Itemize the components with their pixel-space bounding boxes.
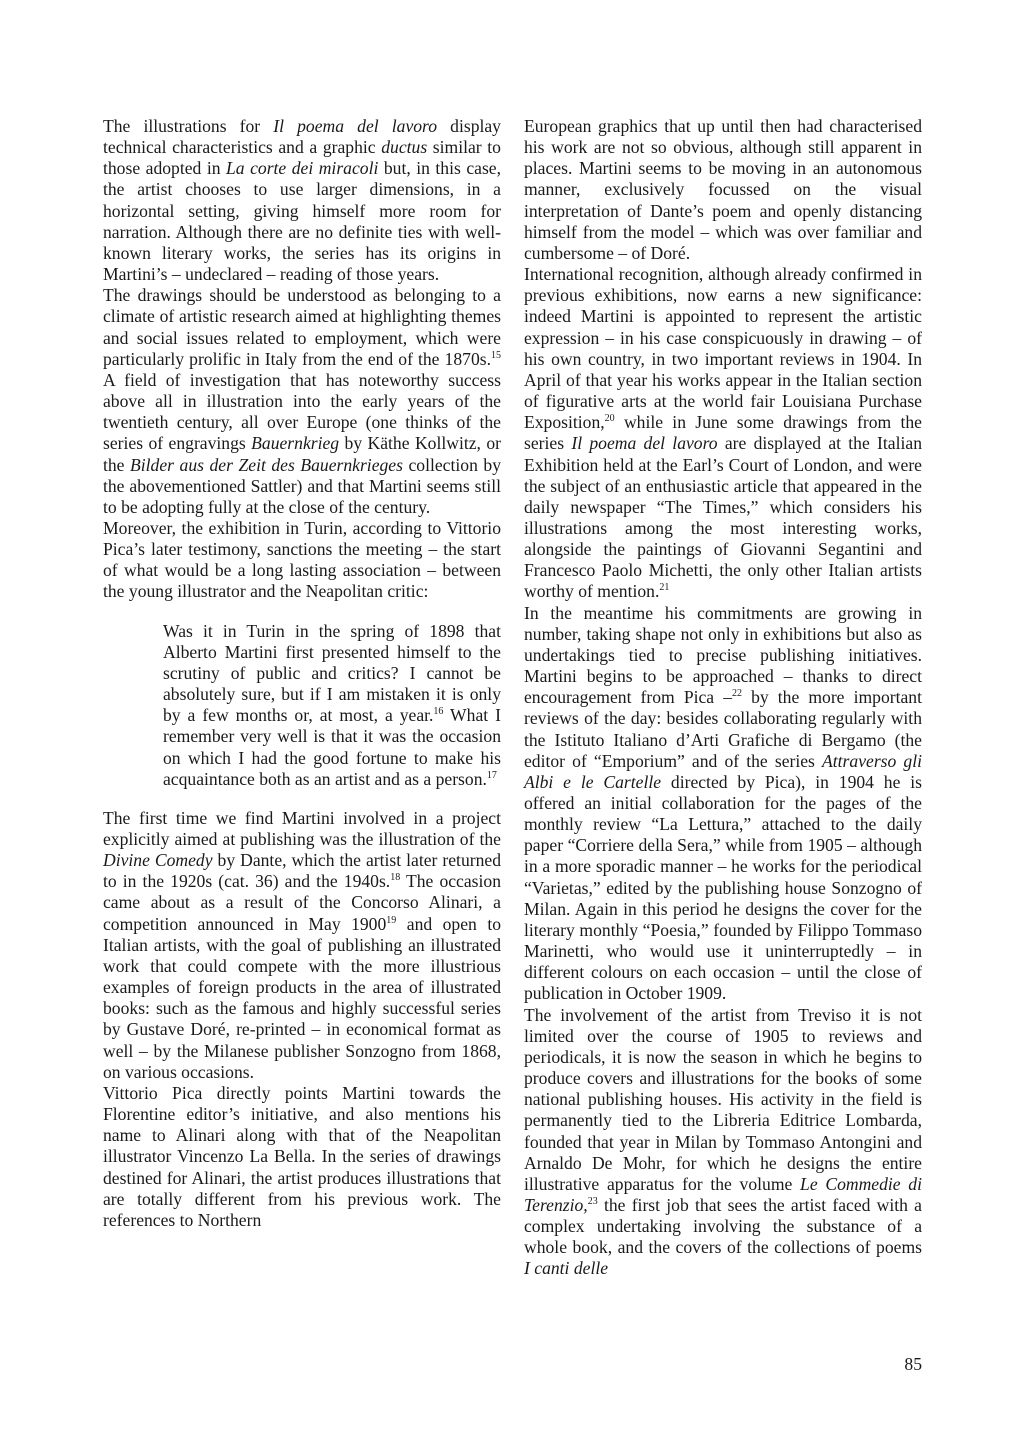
left-column [103, 116, 501, 1231]
footnote-ref: 20 [604, 413, 615, 425]
italic-title: Attraverso gli Albi e le Cartelle [524, 750, 923, 792]
paragraph: The first time we find Martini involved in a project explicitly aimed at publishing was the illustration of the Divine Comedy by Dante, which the artist later returned to in the 1920s (cat. 36) and the 1940s.$^{18}$ The occasion came about as a result of the Concorso Alinari, a competition announced in May 1900$^{19}$ and open to Italian artists, with the goal of publishing an illustrated work that could compete with the more illustrious examples of foreign products in the area of illustrated books: such as the famous and highly successful series by Gustave Doré, re-printed – in economical format as well – by the Milanese publisher Sonzogno from 1868, on various occasions. [103, 807, 502, 1082]
footnote-ref: 22 [732, 688, 742, 700]
italic-title: Il poema del lavoro [571, 433, 718, 454]
paragraph: Moreover, the exhibition in Turin, according to Vittorio Pica’s later testimony, sanctions the meeting – the start of what would be a long lasting association – between the young illustrator and the Neapolitan critic: [103, 517, 501, 602]
block-quote [163, 621, 501, 790]
italic-title: Divine Comedy [103, 850, 213, 871]
paragraph: The illustrations for Il poema del lavoro display technical characteristics and a graphic ductus similar to those adopted in La corte dei miracoli but, in this case, the artist chooses to use larger dimensions, in a horizontal setting, giving himself more room for narration. Although there are no definite ties with well-known literary works, the series has its origins in Martini’s – undeclared – reading of those years. [103, 116, 501, 285]
footnote-ref: 23 [587, 1195, 598, 1207]
paragraph: Vittorio Pica directly points Martini towards the Florentine editor’s initiative, and also mentions his name to Alinari along with that of the Neapolitan illustrator Vincenzo La Bella. In the series of drawings destined for Alinari, the artist produces illustrations that are totally different from his previous work. The references to Northern [103, 1082, 501, 1230]
italic-title: Bilder aus der Zeit des Bauernkrieges [130, 454, 403, 475]
footnote-ref: 21 [659, 582, 670, 594]
paragraph: The drawings should be understood as belonging to a climate of artistic research aimed at highlighting themes and social issues related to employment, which were particularly prolific in Italy from the end of the 1870s.$^{15}$ A field of investigation that has noteworthy success above all in illustration into the early years of the twentieth century, all over Europe (one thinks of the series of engravings Bauernkrieg by Käthe Kollwitz, or the Bilder aus der Zeit des Bauernkrieges collection by the abovementioned Sattler) and that Martini seems still to be adopting fully at the close of the century. [103, 285, 501, 517]
paragraph: The involvement of the artist from Treviso it is not limited over the course of 1905 to reviews and periodicals, it is now the season in which he begins to produce covers and illustrations for the books of some national publishing houses. His activity in the field is permanently tied to the Libreria Editrice Lombarda, founded that year in Milan by Tommaso Antongini and Arnaldo De Mohr, for which he designs the entire illustrative apparatus for the volume Le Commedie di Terenzio,$^{23}$ the first job that sees the artist faced with a complex undertaking involving the substance of a whole book, and the covers of the collections of poems I canti delle [524, 1004, 922, 1279]
italic-title: Bauernkrieg [251, 433, 340, 454]
page-number: 85 [904, 1354, 922, 1374]
paragraph: In the meantime his commitments are growing in number, taking shape not only in exhibitions but also as undertakings tied to precise publishing initiatives. Martini begins to be approached – thanks to direct encouragement from Pica –$^{22}$ by the more important reviews of the day: besides collaborating regularly with the Istituto Italiano d’Arti Grafiche di Bergamo (the editor of “Emporium” and of the series Attraverso gli Albi e le Cartelle directed by Pica), in 1904 he is offered an initial collaboration for the pages of the monthly review “La Lettura,” attached to the daily paper “Corriere della Sera,” while from 1905 – although in a more sporadic manner – he works for the periodical “Varietas,” edited by the publishing house Sonzogno of Milan. Again in this period he designs the cover for the literary monthly “Poesia,” founded by Filippo Tommaso Marinetti, who would use it uninterruptedly – in different colours on each occasion – until the close of publication in October 1909. [524, 602, 923, 1004]
footnote-ref: 16 [433, 706, 444, 718]
footnote-ref: 15 [491, 349, 501, 361]
italic-title: Le Commedie di Terenzio, [524, 1173, 922, 1215]
footnote-ref: 17 [486, 769, 497, 781]
paragraph: International recognition, although already confirmed in previous exhibitions, now earns a new significance: indeed Martini is appointed to represent the artistic expression – in his case conspicuously in drawing – of his own country, in two important reviews in 1904. In April of that year his works appear in the Italian section of figurative arts at the world fair Louisiana Purchase Exposition,$^{20}$ while in June some drawings from the series Il poema del lavoro are displayed at the Italian Exhibition held at the Earl’s Court of London, and were the subject of an enthusiastic article that appeared in the daily newspaper “The Times,” which considers his illustrations among the most interesting works, alongside the paintings of Giovanni Segantini and Francesco Paolo Michetti, the only other Italian artists worthy of mention.$^{21}$ [524, 264, 922, 602]
italic-title: La corte dei miracoli [226, 158, 379, 179]
italic-title: I canti delle [524, 1258, 609, 1279]
italic-title: Il poema del lavoro [273, 116, 438, 136]
right-column [524, 116, 922, 1280]
paragraph: European graphics that up until then had characterised his work are not so obvious, although still apparent in places. Martini seems to be moving in an autonomous manner, exclusively focussed on the visual interpretation of Dante’s poem and openly distancing himself from the model – which was over familiar and cumbersome – of Doré. [524, 116, 922, 263]
footnote-ref: 18 [390, 872, 401, 884]
footnote-ref: 19 [386, 914, 397, 926]
italic-term: ductus [381, 137, 428, 158]
quote-text: Was it in Turin in the spring of 1898 that Alberto Martini first presented himself to the scrutiny of public and critics? I cannot be absolutely sure, but if I am mistaken it is only by a few months or, at most, a year.$^{16}$ What I remember very well is that it was the occasion on which I had the good fortune to make his acquaintance both as an artist and as a person.$^{17}$ [163, 620, 501, 789]
